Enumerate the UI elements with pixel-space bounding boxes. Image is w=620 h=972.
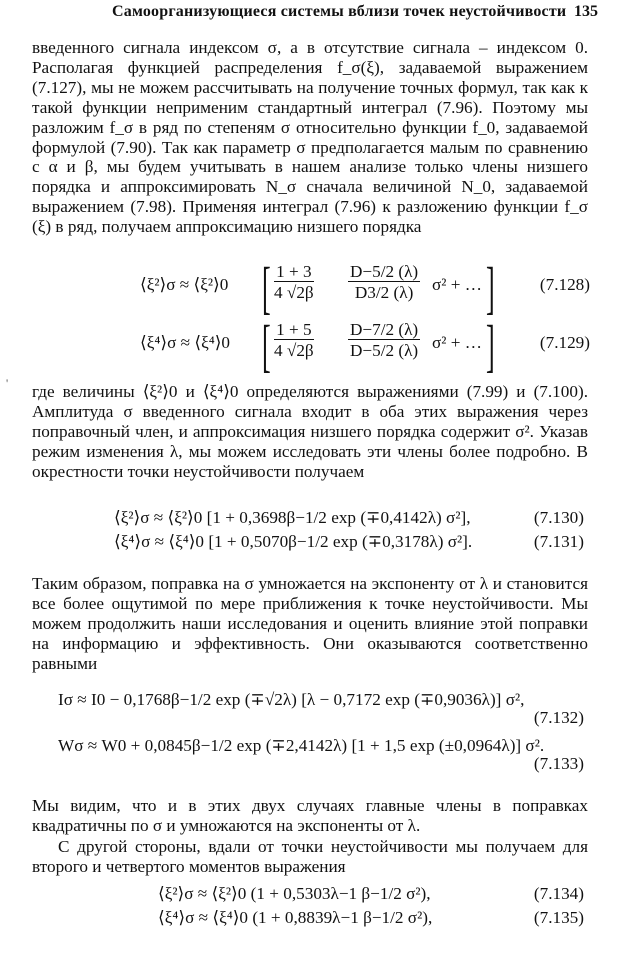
eq129-lhs: ⟨ξ⁴⟩σ ≈ ⟨ξ⁴⟩0 <box>140 333 231 352</box>
paragraph-3: Таким образом, поправка на σ умножается на экспоненту от λ и становится все более ощутимой по мере приближения к точке неустойчивости. Мы можем продолжить наши исследования и оценить влияние этой поправки на информацию и эффективность. Они оказываются соответственно равными <box>32 574 588 673</box>
paragraph-5: С другой стороны, вдали от точки неустойчивости мы получаем для второго и четвертого моментов выражения <box>32 837 588 876</box>
eq133-number: (7.133) <box>533 754 584 773</box>
eq130-number: (7.130) <box>533 508 584 527</box>
equation-7-132 <box>32 690 588 730</box>
eq128-lhs: ⟨ξ²⟩σ ≈ ⟨ξ²⟩0 <box>140 275 229 294</box>
eq134-number: (7.134) <box>533 884 584 903</box>
eq128-frac2-num: D−5/2 (λ) <box>350 262 419 281</box>
eq128-frac1-den: 4 √2β <box>274 283 314 302</box>
eq135-body: ⟨ξ⁴⟩σ ≈ ⟨ξ⁴⟩0 (1 + 0,8839λ−1 β−1/2 σ²), <box>158 908 433 927</box>
left-bracket-icon: [ <box>262 313 271 378</box>
eq128-frac2-den: D3/2 (λ) <box>354 283 414 302</box>
page-header <box>40 3 598 23</box>
eq129-fraction-2 <box>348 320 420 362</box>
eq129-frac2-den: D−5/2 (λ) <box>350 341 419 360</box>
eq128-frac1-num: 1 + 3 <box>274 262 314 282</box>
scan-speck-icon: ' <box>6 376 9 390</box>
equation-7-135 <box>32 908 588 932</box>
right-bracket-icon: ] <box>486 313 495 378</box>
eq129-fraction-1 <box>274 320 314 362</box>
eq128-fraction-1 <box>274 262 314 304</box>
eq132-body: Iσ ≈ I0 − 0,1768β−1/2 exp (∓√2λ) [λ − 0,7172 exp (∓0,9036λ)] σ², <box>58 690 525 709</box>
equation-7-134 <box>32 884 588 908</box>
paragraph-2: где величины ⟨ξ²⟩0 и ⟨ξ⁴⟩0 определяются выражениями (7.99) и (7.100). Амплитуда σ введенного сигнала входит в оба этих выражения через поправочный член, и аппроксимация низшего порядка содержит σ². Указав режим изменения λ, мы можем исследовать эти члены более подробно. В окрестности точки неустойчивости получаем <box>32 382 588 481</box>
equation-7-131 <box>32 532 588 556</box>
eq131-number: (7.131) <box>533 532 584 551</box>
eq129-frac1-num: 1 + 5 <box>274 320 314 340</box>
eq128-fraction-2 <box>348 262 420 304</box>
eq130-body: ⟨ξ²⟩σ ≈ ⟨ξ²⟩0 [1 + 0,3698β−1/2 exp (∓0,4142λ) σ²], <box>114 508 471 527</box>
eq129-frac2-num: D−7/2 (λ) <box>350 320 419 339</box>
paragraph-1: введенного сигнала индексом σ, а в отсутствие сигнала – индексом 0. Располагая функцией распределения f_σ(ξ), задаваемой выражением (7.127), мы не можем рассчитывать на получение точных формул, так как к такой функции неприменим стандартный интеграл (7.96). Поэтому мы разложим f_σ в ряд по степеням σ относительно функции f_0, задаваемой формулой (7.90). Так как параметр σ предполагается малым по сравнению с α и β, мы будем учитывать в нашем анализе только члены низшего порядка и аппроксимировать N_σ сначала величиной N_0, задаваемой выражением (7.98). Применяя интеграл (7.96) к разложению функции f_σ (ξ) в ряд, получаем аппроксимацию низшего порядка <box>32 38 588 237</box>
eq129-tail: σ² + … <box>432 333 482 352</box>
eq129-number: (7.129) <box>539 333 590 352</box>
eq132-number: (7.132) <box>533 708 584 727</box>
paragraph-4: Мы видим, что и в этих двух случаях главные члены в поправках квадратичны по σ и умножаются на экспоненты от λ. <box>32 796 588 835</box>
eq135-number: (7.135) <box>533 908 584 927</box>
right-bracket-icon: ] <box>486 255 495 320</box>
eq128-tail: σ² + … <box>432 275 482 294</box>
equation-7-128 <box>140 255 590 320</box>
eq134-body: ⟨ξ²⟩σ ≈ ⟨ξ²⟩0 (1 + 0,5303λ−1 β−1/2 σ²), <box>158 884 431 903</box>
left-bracket-icon: [ <box>262 255 271 320</box>
eq129-frac1-den: 4 √2β <box>274 341 314 360</box>
eq131-body: ⟨ξ⁴⟩σ ≈ ⟨ξ⁴⟩0 [1 + 0,5070β−1/2 exp (∓0,3178λ) σ²]. <box>114 532 473 551</box>
equation-7-129 <box>140 313 590 378</box>
page-number: 135 <box>574 3 598 20</box>
eq133-body: Wσ ≈ W0 + 0,0845β−1/2 exp (∓2,4142λ) [1 + 1,5 exp (±0,0964λ)] σ². <box>58 736 545 755</box>
equation-7-133 <box>32 736 588 776</box>
eq128-number: (7.128) <box>539 275 590 294</box>
equation-7-130 <box>32 508 588 532</box>
running-title: Самоорганизующиеся системы вблизи точек неустойчивости <box>112 3 567 20</box>
